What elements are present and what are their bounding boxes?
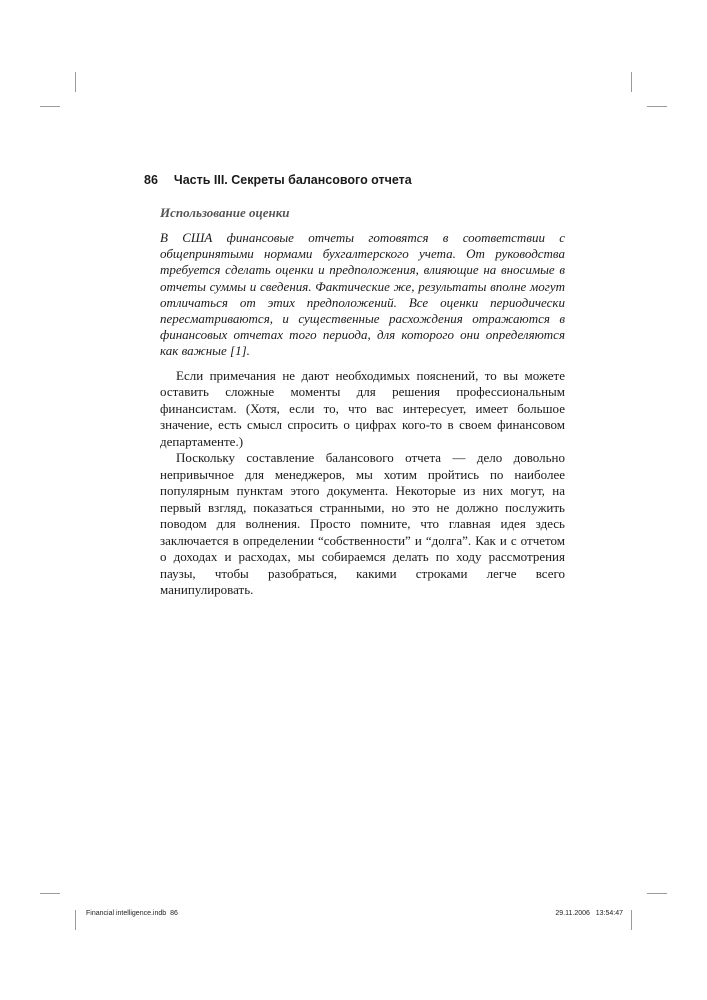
footer-file: Financial intelligence.indb	[86, 910, 167, 917]
crop-mark	[75, 910, 76, 930]
running-header	[144, 173, 412, 187]
crop-mark	[40, 893, 60, 894]
crop-mark	[631, 72, 632, 92]
sidebar-quote: В США финансовые отчеты готовятся в соответствии с общепринятыми нормами бухгалтерского учета. От руководства требуется сделать оценки и предположения, влияющие на вносимые в отчеты суммы и сведения. Фактические же, результаты вполне могут отличаться от этих предположений. Все оценки периодически пересматриваются, и существенные расхождения отражаются в финансовых отчетах того периода, для которого они определяются как важные [1].	[160, 230, 565, 359]
crop-mark	[647, 106, 667, 107]
print-footer-right	[555, 910, 623, 917]
body-paragraph: Если примечания не дают необходимых пояснений, то вы можете оставить сложные моменты для решения профессиональным финансистам. (Хотя, если то, что вас интересует, имеет большое значение, есть смысл спросить о цифрах кого-то в своем финансовом департаменте.)	[160, 367, 565, 449]
crop-mark	[75, 72, 76, 92]
sidebar-heading: Использование оценки	[160, 205, 290, 220]
page-content	[160, 205, 565, 599]
page-number: 86	[144, 173, 158, 187]
crop-mark	[40, 106, 60, 107]
body-paragraph: Поскольку составление балансового отчета — дело довольно непривычное для менеджеров, мы хотим пройтись по наиболее популярным пунктам этого документа. Некоторые из них могут, на первый взгляд, показаться странными, но это не должно послужить поводом для волнения. Просто помните, что главная идея здесь заключается в определении “собственности” и “долга”. Как и с отчетом о доходах и расходах, мы собираемся делать по ходу рассмотрения паузы, чтобы разобраться, какими строками легче всего манипулировать.	[160, 450, 565, 598]
footer-page: 86	[170, 910, 178, 917]
footer-timestamp: 29.11.2006 13:54:47	[555, 910, 623, 917]
part-title: Часть III. Секреты балансового отчета	[173, 173, 412, 187]
print-footer-left	[86, 910, 178, 917]
crop-mark	[631, 910, 632, 930]
crop-mark	[647, 893, 667, 894]
